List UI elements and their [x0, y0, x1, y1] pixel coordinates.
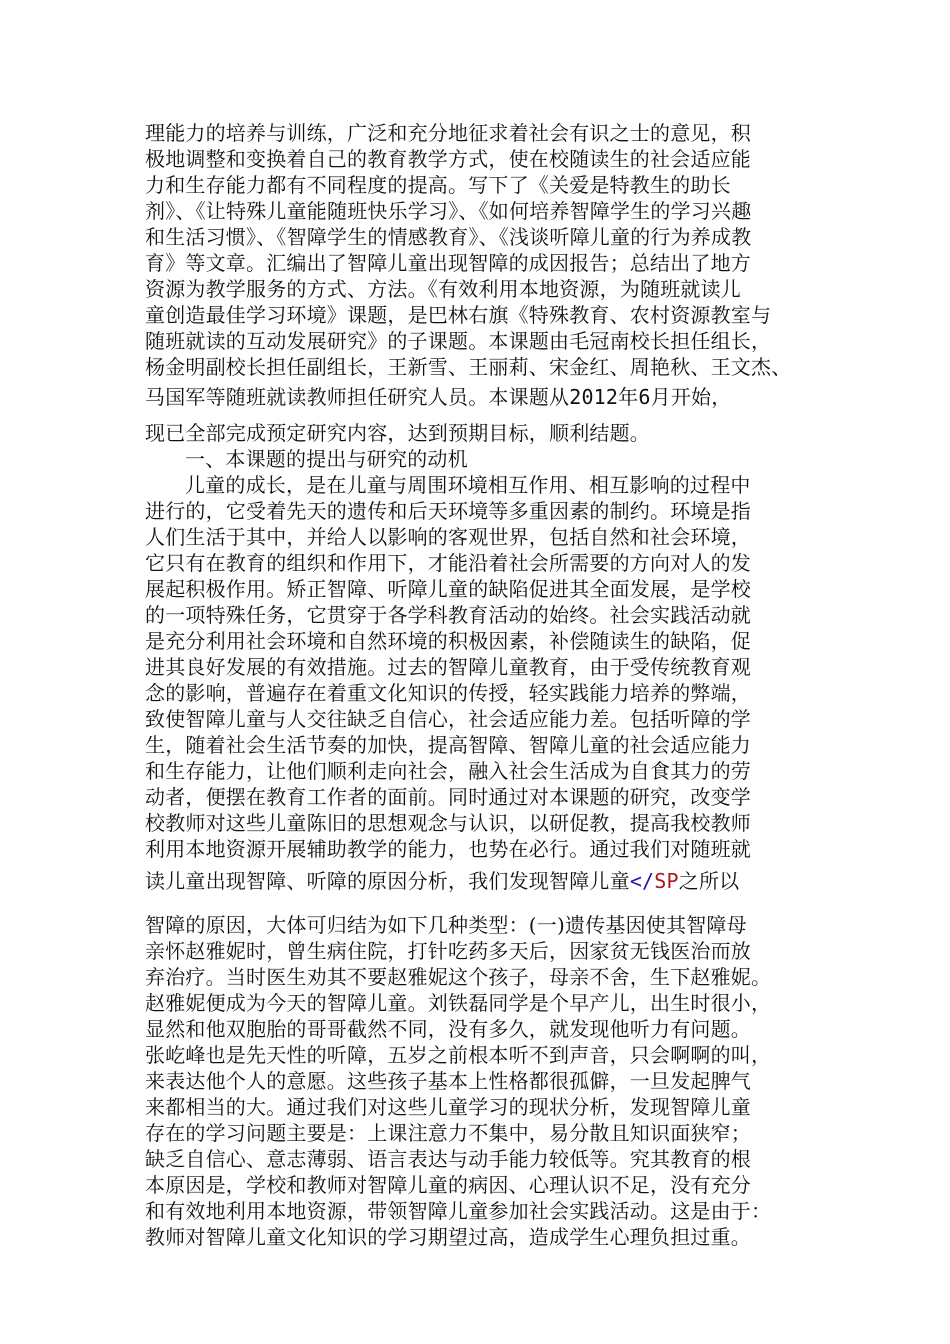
paragraph-line: 人们生活于其中，并给人以影响的客观世界，包括自然和社会环境，	[145, 525, 751, 549]
paragraph-line: 和有效地利用本地资源，带领智障儿童参加社会实践活动。这是由于：	[145, 1199, 772, 1223]
paragraph-line: 它只有在教育的组织和作用下，才能沿着社会所需要的方向对人的发	[145, 551, 751, 575]
paragraph-line: 儿童的成长，是在儿童与周围环境相互作用、相互影响的过程中	[185, 473, 751, 497]
date-line-prefix: 马国军等随班就读教师担任研究人员。本课题从	[145, 385, 570, 409]
paragraph-line: 现已全部完成预定研究内容，达到预期目标，顺利结题。	[145, 421, 650, 445]
paragraph-line: 念的影响，普遍存在着重文化知识的传授，轻实践能力培养的弊端，	[145, 681, 751, 705]
date-line-suffix: 月开始，	[650, 385, 732, 409]
paragraph-line-tag	[145, 868, 739, 894]
markup-tag-open: </	[629, 869, 655, 893]
paragraph-line: 智障的原因，大体可归结为如下几种类型：(一)遗传基因使其智障母	[145, 913, 747, 937]
paragraph-line: 进其良好发展的有效措施。过去的智障儿童教育，由于受传统教育观	[145, 655, 751, 679]
paragraph-line: 利用本地资源开展辅助教学的能力，也势在必行。通过我们对随班就	[145, 837, 751, 861]
paragraph-line: 来都相当的大。通过我们对这些儿童学习的现状分析，发现智障儿童	[145, 1095, 751, 1119]
paragraph-line: 教师对智障儿童文化知识的学习期望过高，造成学生心理负担过重。	[145, 1225, 751, 1249]
paragraph-line: 剂》、《让特殊儿童能随班快乐学习》、《如何培养智障学生的学习兴趣	[145, 199, 752, 223]
paragraph-line: 校教师对这些儿童陈旧的思想观念与认识，以研促教，提高我校教师	[145, 811, 751, 835]
paragraph-line: 存在的学习问题主要是：上课注意力不集中，易分散且知识面狭窄；	[145, 1121, 751, 1145]
paragraph-line: 致使智障儿童与人交往缺乏自信心，社会适应能力差。包括听障的学	[145, 707, 751, 731]
paragraph-line: 力和生存能力都有不同程度的提高。写下了《关爱是特教生的助长	[145, 173, 731, 197]
paragraph-line: 本原因是，学校和教师对智障儿童的病因、心理认识不足，没有充分	[145, 1173, 751, 1197]
paragraph-line: 缺乏自信心、意志薄弱、语言表达与动手能力较低等。究其教育的根	[145, 1147, 751, 1171]
paragraph-line: 展起积极作用。矫正智障、听障儿童的缺陷促进其全面发展，是学校	[145, 577, 751, 601]
tag-line-prefix: 读儿童出现智障、听障的原因分析，我们发现智障儿童	[145, 869, 630, 893]
paragraph-line: 杨金明副校长担任副组长，王新雪、王丽莉、宋金红、周艳秋、王文杰、	[145, 355, 792, 379]
paragraph-line: 亲怀赵雅妮时，曾生病住院，打针吃药多天后，因家贫无钱医治而放	[145, 939, 751, 963]
paragraph-line: 赵雅妮便成为今天的智障儿童。刘铁磊同学是个早产儿，出生时很小，	[145, 991, 772, 1015]
paragraph-line: 资源为教学服务的方式、方法。《有效利用本地资源，为随班就读儿	[145, 277, 741, 301]
paragraph-line: 进行的，它受着先天的遗传和后天环境等多重因素的制约。环境是指	[145, 499, 751, 523]
year-value: 2012	[569, 385, 619, 409]
paragraph-line-date	[145, 384, 731, 410]
paragraph-line: 来表达他个人的意愿。这些孩子基本上性格都很孤僻，一旦发起脾气	[145, 1069, 751, 1093]
paragraph-line: 和生存能力，让他们顺利走向社会，融入社会生活成为自食其力的劳	[145, 759, 751, 783]
markup-tag-name: SP	[654, 869, 679, 893]
paragraph-line: 生，随着社会生活节奏的加快，提高智障、智障儿童的社会适应能力	[145, 733, 751, 757]
paragraph-line: 显然和他双胞胎的哥哥截然不同，没有多久，就发现他听力有问题。	[145, 1017, 751, 1041]
paragraph-line: 育》等文章。汇编出了智障儿童出现智障的成因报告；总结出了地方	[145, 251, 751, 275]
paragraph-line: 极地调整和变换着自己的教育教学方式，使在校随读生的社会适应能	[145, 147, 751, 171]
paragraph-line: 动者，便摆在教育工作者的面前。同时通过对本课题的研究，改变学	[145, 785, 751, 809]
year-unit: 年	[618, 385, 639, 409]
paragraph-line: 理能力的培养与训练，广泛和充分地征求着社会有识之士的意见，积	[145, 121, 751, 145]
paragraph-line: 张屹峰也是先天性的听障，五岁之前根本听不到声音，只会啊啊的叫，	[145, 1043, 772, 1067]
paragraph-line: 和生活习惯》、《智障学生的情感教育》、《浅谈听障儿童的行为养成教	[145, 225, 752, 249]
paragraph-line: 随班就读的互动发展研究》的子课题。本课题由毛冠南校长担任组长，	[145, 329, 772, 353]
paragraph-line: 弃治疗。当时医生劝其不要赵雅妮这个孩子，母亲不舍，生下赵雅妮。	[145, 965, 772, 989]
section-heading: 一、本课题的提出与研究的动机	[185, 447, 468, 471]
tag-line-suffix: 之所以	[678, 869, 740, 893]
paragraph-line: 的一项特殊任务，它贯穿于各学科教育活动的始终。社会实践活动就	[145, 603, 751, 627]
month-value: 6	[638, 385, 651, 409]
paragraph-line: 童创造最佳学习环境》课题，是巴林右旗《特殊教育、农村资源教室与	[145, 303, 772, 327]
paragraph-line: 是充分利用社会环境和自然环境的积极因素，补偿随读生的缺陷，促	[145, 629, 751, 653]
